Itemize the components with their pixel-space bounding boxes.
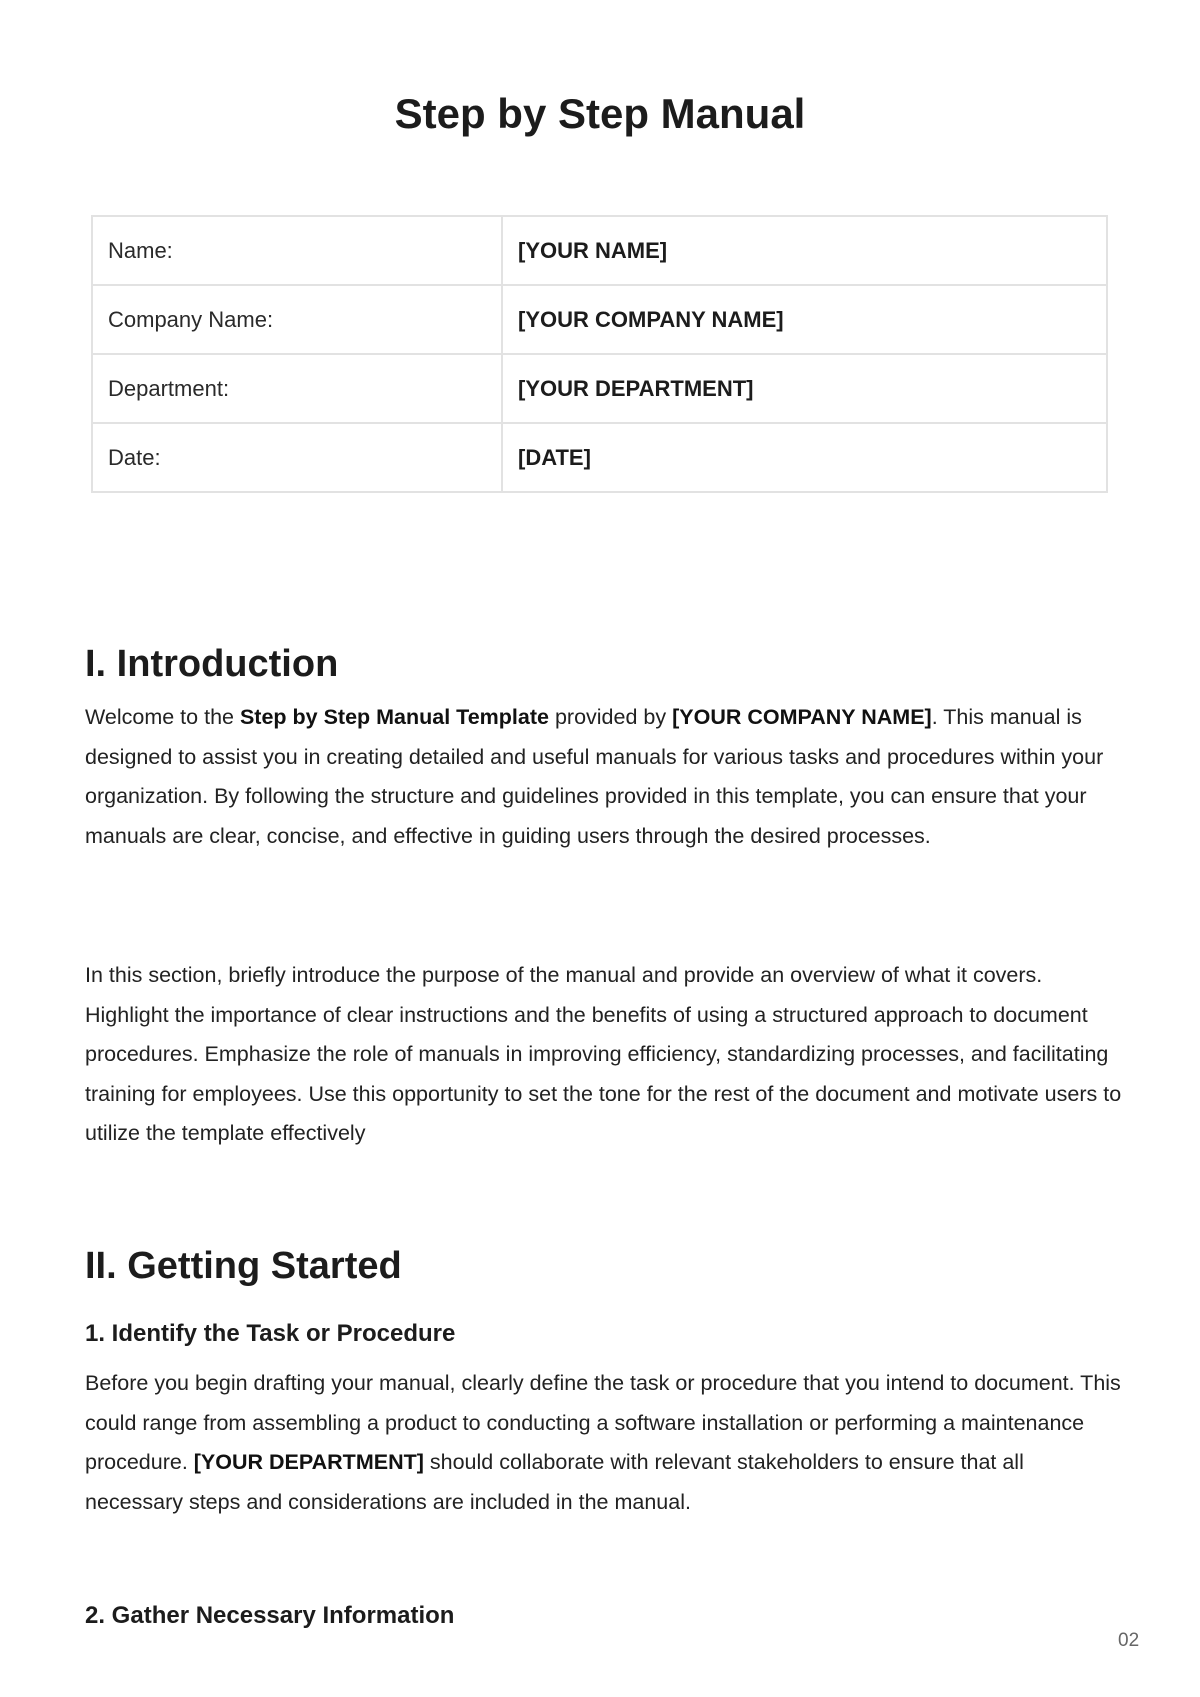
template-name-bold: Step by Step Manual Template (239, 705, 549, 729)
table-row (92, 285, 1107, 354)
identify-task-paragraph (85, 1364, 1125, 1522)
info-value-date: [DATE] (502, 423, 1107, 492)
info-label-name: Name: (92, 216, 502, 285)
page-title: Step by Step Manual (394, 90, 806, 137)
intro-text-3: . This manual is designed to assist you in creating detailed and useful manuals for various tasks and procedures within your organization. By following the structure and guidelines provided in this template, you can ensure that your manuals are clear, concise, and effective in guiding users through the desired processes. (85, 705, 1104, 848)
info-label-date: Date: (92, 423, 502, 492)
department-bold: [YOUR DEPARTMENT] (193, 1450, 424, 1475)
page-number: 02 (1118, 1630, 1140, 1651)
section-heading-introduction: I. Introduction (85, 643, 339, 685)
table-row (92, 354, 1107, 423)
info-label-department: Department: (92, 354, 502, 423)
info-table (91, 215, 1108, 493)
intro-paragraph-2: In this section, briefly introduce the purpose of the manual and provide an overview of what it covers. Highlight the importance of clear instructions and the benefits of using a structured approach to document procedures. Emphasize the role of manuals in improving efficiency, standardizing processes, and facilitating training for employees. Use this opportunity to set the tone for the rest of the document and motivate users to utilize the template effectively (85, 963, 1122, 1146)
subheading-identify-task: 1. Identify the Task or Procedure (85, 1320, 456, 1347)
intro-text-1: Welcome to the (85, 705, 240, 729)
info-value-department: [YOUR DEPARTMENT] (502, 354, 1107, 423)
section-heading-getting-started: II. Getting Started (85, 1245, 402, 1287)
info-value-company: [YOUR COMPANY NAME] (502, 285, 1107, 354)
identify-text-2: should collaborate with relevant stakeholders to ensure that all necessary steps and considerations are included in the manual. (85, 1450, 1024, 1514)
subheading-gather-information: 2. Gather Necessary Information (85, 1602, 455, 1629)
identify-text-1: Before you begin drafting your manual, clearly define the task or procedure that you intend to document. This could range from assembling a product to conducting a software installation or performing a maintenance procedure. (85, 1371, 1121, 1475)
company-name-bold: [YOUR COMPANY NAME] (672, 705, 932, 729)
info-label-company: Company Name: (92, 285, 502, 354)
intro-text-2: provided by (548, 705, 673, 729)
intro-paragraph-1 (85, 698, 1125, 856)
table-row (92, 216, 1107, 285)
info-value-name: [YOUR NAME] (502, 216, 1107, 285)
table-row (92, 423, 1107, 492)
